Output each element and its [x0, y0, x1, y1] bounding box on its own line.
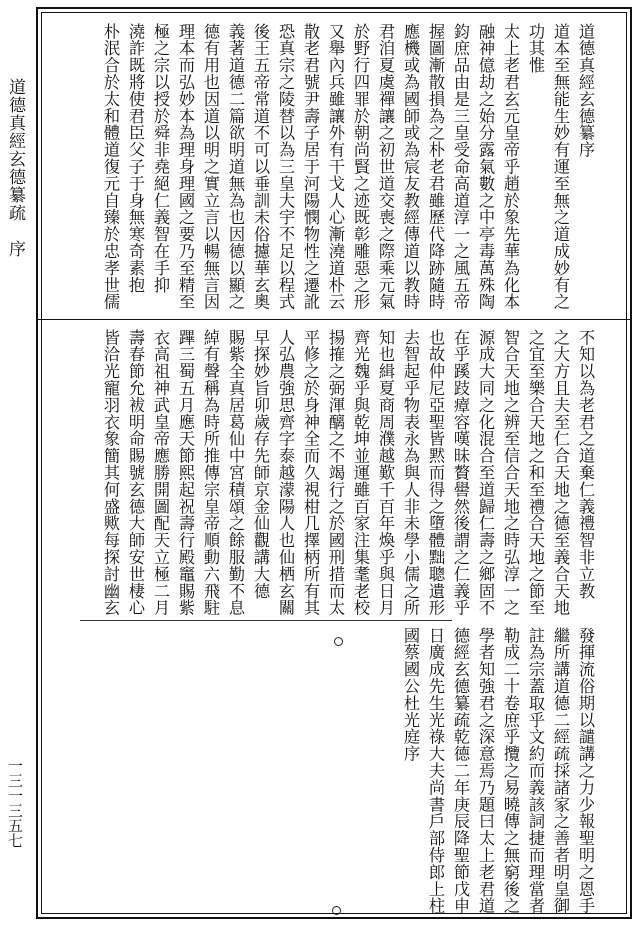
text-column: 德經玄德纂疏乾德二年庚辰降聖節戊申: [451, 627, 470, 915]
text-column: 理本而弘妙本為理身理國之要乃至精至: [176, 23, 195, 311]
text-column: 散老君號尹壽子居于河陽憫物性之遷訛: [301, 23, 320, 311]
text-column: 鈞庶品由是三皇受命高道淳一之風五帝: [451, 23, 470, 311]
text-column: 國蔡國公杜光庭序: [401, 627, 420, 763]
punctuation-circle: [334, 637, 343, 646]
register-divider: [38, 319, 630, 320]
text-column: 功其惟: [526, 23, 545, 74]
text-column: 勒成二十卷庶乎攬之易曉傳之無窮後之: [501, 627, 520, 915]
text-column: 之大方且夫至仁合天地之德至義合天地: [551, 329, 570, 617]
text-column: 蹕三蜀五月應天節熙起祝壽行殿竈賜紫: [176, 329, 195, 617]
text-column: 源成大同之化混合至道歸仁壽之鄉固不: [476, 329, 495, 617]
text-column: 融神億劫之始分露氣數之中亭毒萬殊陶: [476, 23, 495, 311]
text-column: 義著道德二篇欲明道無為也因德以顯之: [226, 23, 245, 311]
text-column: 於野行四罪於朝尚賢之迹既彰雕惡之形: [351, 23, 370, 311]
text-column: 後王五帝常道不可以垂訓未俗攄華玄奧: [251, 23, 270, 311]
text-column: 壽春節允袚明命賜號玄德大師安世棲心: [126, 329, 145, 617]
text-column: 學者知強君之深意焉乃題曰太上老君道: [476, 627, 495, 915]
text-column: 知也緝夏商周濮越歎千百年煥乎與日月: [376, 329, 395, 617]
text-column: 註為宗蓋取乎文約而義該詞捷而理當者: [526, 627, 545, 915]
text-column-main: 道本至無能生妙有運至無之道成妙有之: [551, 23, 570, 311]
register-divider-lower: [80, 620, 452, 621]
text-column: 極之宗以授於舜非堯絕仁義智在手抑: [151, 23, 170, 294]
text-column: 智合天地之辨至信合天地之時弘淳一之: [501, 329, 520, 617]
text-column: 衣高祖神武皇帝應勝開圖配天立極二月: [151, 329, 170, 617]
text-column: 君洎夏虞禪讓之初世道交喪之際乘元氣: [376, 23, 395, 311]
text-column: 齊光魏乎與乾坤並運雖百家注集耄老校: [351, 329, 370, 617]
text-column: 賜紫全真居葛仙中宮積頌之餘服勤不息: [226, 329, 245, 617]
text-column: [548, 23, 573, 315]
text-column: 人弘農強思齊字泰越濛陽人也仙栖玄關: [276, 329, 295, 617]
text-column: 澆詐既將使君臣父子于身無寒奇素抱: [126, 23, 145, 294]
text-column: 去智起乎物表永為與人非未學小儒之所: [401, 329, 420, 617]
text-column: 繼所講道德二經疏採諸家之善者明皇御: [551, 627, 570, 915]
punctuation-circle: [332, 906, 341, 915]
text-column: 之宜至樂合天地之和至禮合天地之節至: [526, 329, 545, 617]
text-column: 揚搉之弼渾醨之不竭行之於國刑措而太: [326, 329, 345, 617]
running-title: 道德真經玄德纂疏 序: [5, 78, 25, 258]
text-column: 不知以為老君之道棄仁義禮智非立教: [576, 329, 595, 600]
text-column: 皆洽光寵羽衣象簡其何盛歟每探討幽玄: [101, 329, 120, 617]
text-column: 太上老君玄元皇帝乎趙於象先華為化本: [501, 23, 520, 311]
text-column: 朴泯合於太和體道復元自臻於忠孝世儒: [101, 23, 120, 311]
lower-register: [50, 329, 598, 619]
text-column: 又舉內兵雖讓外有干戈人心漸澆道朴云: [326, 23, 345, 311]
page-frame: [36, 7, 632, 919]
text-column: 早探妙旨卯歲存先師京金仙觀講大德: [251, 329, 270, 600]
closing-register: [388, 627, 598, 915]
text-column: 道德真經玄德纂序: [576, 23, 595, 159]
text-column: 握圖漸散損為之朴老君雖歷代降跡隨時: [426, 23, 445, 311]
text-column: 在乎蹊跂瘴容嘆昧贅嚳然後謂之仁義乎: [451, 329, 470, 617]
text-column: 發揮流俗期以譴講之力少報聖明之恩手: [576, 627, 595, 915]
text-column: 恐真宗之陵替以為三皇大宇不足以程式: [276, 23, 295, 311]
text-column: 平修之於身神全而久視柑几擇柄所有其: [301, 329, 320, 617]
text-column: 德有用也因道以明之實立言以暢無言因: [201, 23, 220, 311]
text-column: 日廣成先生光祿大夫尚書戶部侍郎上柱: [426, 627, 445, 915]
text-column: 綽有聲稱為時所推傳宗皇帝順動六飛駐: [201, 329, 220, 617]
page-number: 一三一三五七: [6, 758, 24, 848]
text-column: 應機或為國師或為宸友教經傳道以教時: [401, 23, 420, 311]
text-column: 也故仲尼亞聖皆黙而得之墮體黜聰遺形: [426, 329, 445, 617]
upper-register: [50, 23, 598, 315]
